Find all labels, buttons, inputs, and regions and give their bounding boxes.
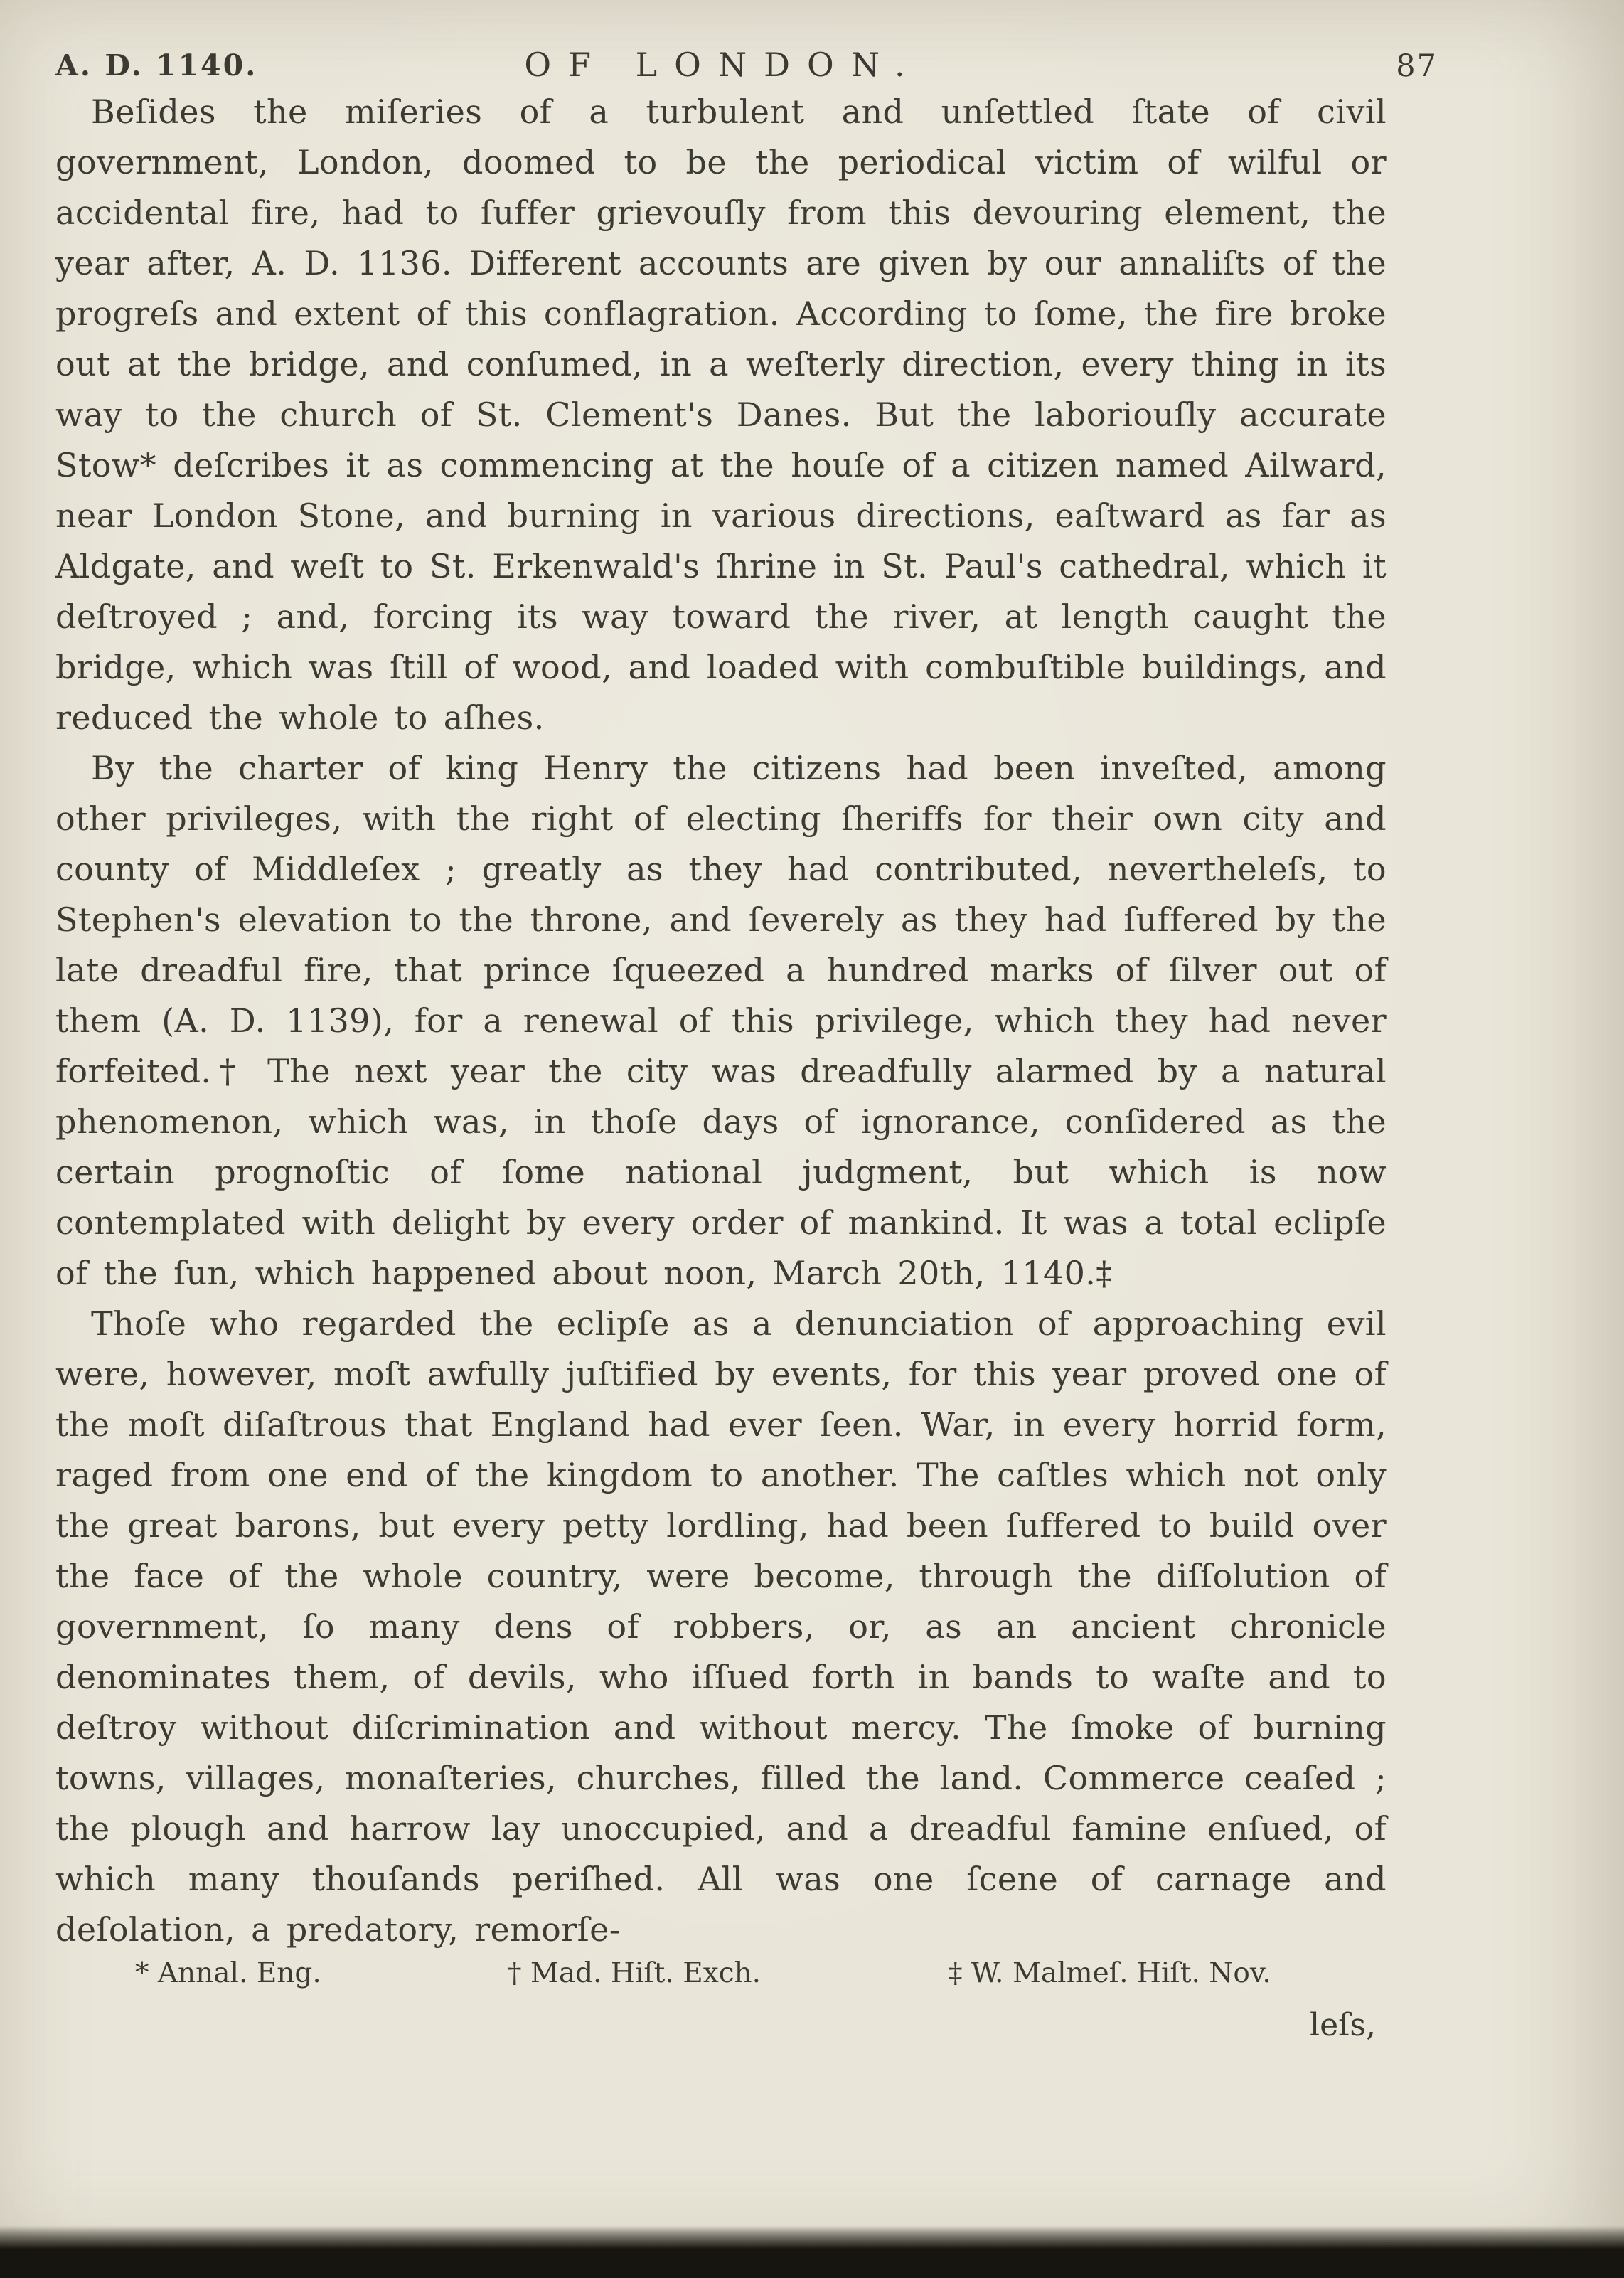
page-number: 87 [1396,48,1438,84]
footnote-double-dagger: ‡ W. Malmeſ. Hiſt. Nov. [949,1957,1271,1989]
scan-edge-bottom [0,2225,1624,2278]
body-text [55,87,1387,1955]
body-paragraph-3: Thoſe who regarded the eclipſe as a denunciation of approaching evil were, however, moſt awfully juſtified by events, for this year proved one of the moſt diſaſtrous that England had ever ſeen. War, in every horrid form, raged from one end of the kingdom to another. The caſtles which not only the great barons, but every petty lordling, had been ſuffered to build over the face of the whole country, were become, through the diſſolution of government, ſo many dens of robbers, or, as an ancient chronicle denominates them, of devils, who iſſued forth in bands to waſte and to deſtroy without diſcrimination and without mercy. The ſmoke of burning towns, villages, monaſteries, churches, filled the land. Commerce ceaſed ; the plough and harrow lay unoccupied, and a dreadful famine enſued, of which many thouſands periſhed. All was one ſcene of carnage and deſolation, a predatory, remorſe- [55,1304,1387,1949]
footnote-dagger: † Mad. Hiſt. Exch. [508,1957,762,1989]
body-paragraph-1: Beſides the miſeries of a turbulent and unſettled ſtate of civil government, London, doomed to be the periodical victim of wilful or accidental fire, had to ſuffer grievouſly from this devouring element, the year after, A. D. 1136. Different accounts are given by our annaliſts of the progreſs and extent of this conflagration. According to ſome, the fire broke out at the bridge, and conſumed, in a weſterly direction, every thing in its way to the church of St. Clement's Danes. But the laboriouſly accurate Stow* deſcribes it as commencing at the houſe of a citizen named Ailward, near London Stone, and burning in various directions, eaſtward as far as Aldgate, and weſt to St. Erkenwald's ſhrine in St. Paul's cathedral, which it deſtroyed ; and, forcing its way toward the river, at length caught the bridge, which was ſtill of wood, and loaded with combuſtible buildings, and reduced the whole to aſhes. [55,92,1387,737]
catchword: leſs, [1310,2007,1376,2043]
running-head-date: A. D. 1140. [55,48,258,83]
running-head-title: OF LONDON. [524,46,922,84]
body-paragraph-2: By the charter of king Henry the citizens had been inveſted, among other privileges, with the right of electing ſheriffs for their own city and county of Middleſex ; greatly as they had contributed, nevertheleſs, to Stephen's elevation to the throne, and ſeverely as they had ſuffered by the late dreadful fire, that prince ſqueezed a hundred marks of ſilver out of them (A. D. 1139), for a renewal of this privilege, which they had never forfeited.† The next year the city was dreadfully alarmed by a natural phenomenon, which was, in thoſe days of ignorance, conſidered as the certain prognoſtic of ſome national judgment, but which is now contemplated with delight by every order of mankind. It was a total eclipſe of the ſun, which happened about noon, March 20th, 1140.‡ [55,749,1387,1292]
footnote-asterisk: * Annal. Eng. [135,1957,321,1989]
footnotes-row [55,1957,1387,2003]
